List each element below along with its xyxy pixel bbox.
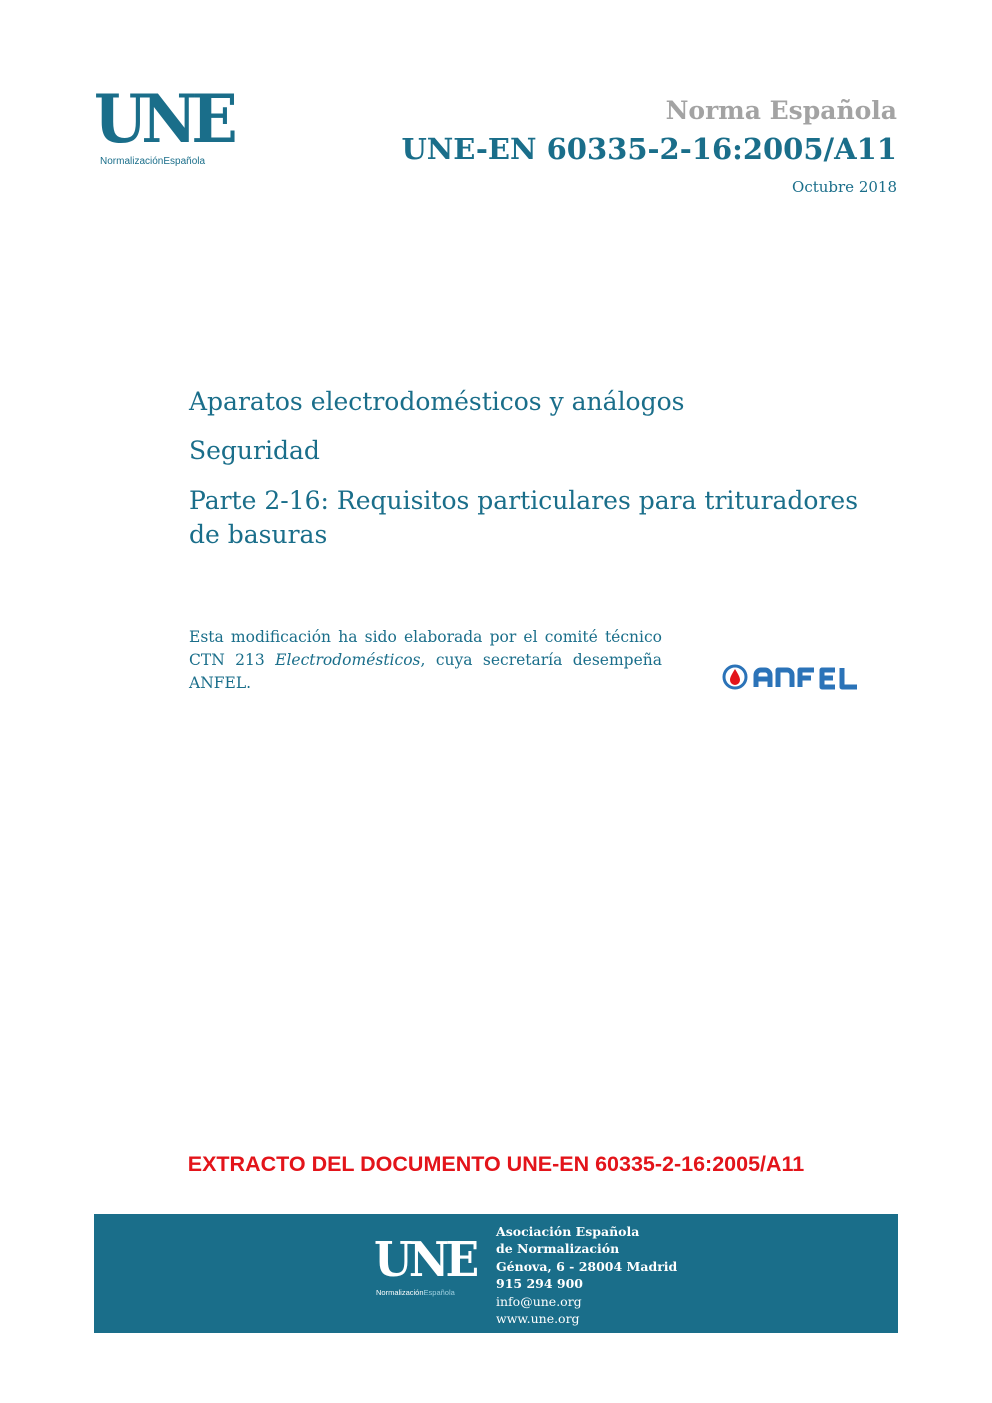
une-logo-subtitle-b: Española	[163, 156, 206, 167]
committee-text-before: Esta modificación ha sido elaborada por el comité técnico CTN 213	[189, 628, 662, 669]
footer-logo-subtitle-a: Normalización	[376, 1288, 424, 1297]
une-logo	[94, 80, 244, 172]
footer-web[interactable]: www.une.org	[496, 1311, 580, 1327]
footer-une-logo-subtitle	[376, 1288, 455, 1297]
committee-text-after: , cuya secretaría desempeña ANFEL.	[189, 651, 662, 692]
anfel-logo	[722, 662, 862, 692]
footer-phone: 915 294 900	[496, 1276, 583, 1292]
footer-email[interactable]: info@une.org	[496, 1293, 582, 1309]
title-line-1: Aparatos electrodomésticos y análogos	[189, 387, 685, 416]
anfel-drop-inner	[730, 669, 740, 685]
norma-label: Norma Española	[665, 96, 897, 125]
committee-name: Electrodomésticos	[275, 651, 421, 669]
title-line-3: Parte 2-16: Requisitos particulares para trituradores de basuras	[189, 486, 859, 549]
une-logo-word: UNE	[94, 80, 233, 158]
footer-une-logo	[374, 1232, 484, 1306]
une-logo-subtitle-a: Normalización	[100, 156, 164, 167]
footer-org-line1: Asociación Española	[496, 1224, 640, 1239]
norma-date: Octubre 2018	[792, 178, 897, 196]
footer-contact	[496, 1223, 677, 1327]
footer-org-line2: de Normalización	[496, 1241, 620, 1257]
title-line-2: Seguridad	[189, 436, 320, 465]
norma-code: UNE-EN 60335-2-16:2005/A11	[401, 132, 897, 166]
une-logo-subtitle	[100, 156, 205, 167]
footer-address: Génova, 6 - 28004 Madrid	[496, 1258, 678, 1274]
footer-une-logo-word: UNE	[374, 1232, 476, 1288]
footer-logo-subtitle-b: Española	[423, 1288, 455, 1297]
committee-note	[189, 626, 662, 695]
extract-title: EXTRACTO DEL DOCUMENTO UNE-EN 60335-2-16:2005/A11	[187, 1152, 805, 1176]
